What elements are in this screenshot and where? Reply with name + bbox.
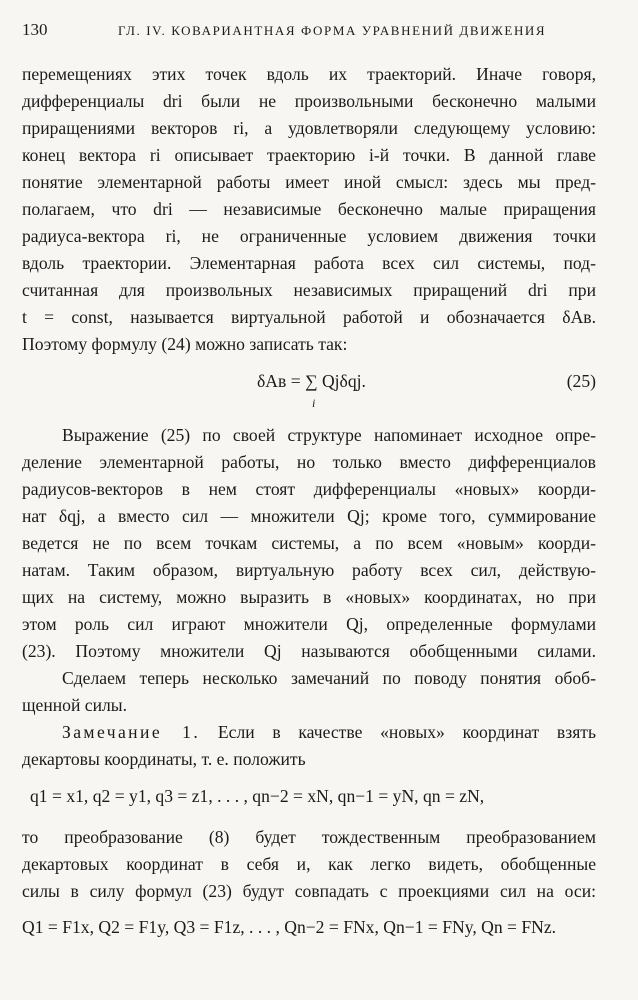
text-line: Выражение (25) по своей структуре напоминает исходное опре- [62,425,596,445]
text-line: полагаем, что dri — независимые бесконечно малые приращения [22,199,596,219]
remark-1-first-line [62,719,596,746]
text-line: считанная для произвольных независимых приращений dri при [22,280,596,300]
running-title: ГЛ. IV. КОВАРИАНТНАЯ ФОРМА УРАВНЕНИЙ ДВИЖЕНИЯ [118,23,547,38]
text-line: Сделаем теперь несколько замечаний по поводу понятия обоб- [62,668,596,688]
formula-expression: δAв = ∑ Qjδqj. [257,371,366,391]
formula-expression: q1 = x1, q2 = y1, q3 = z1, . . . , qn−2 = xN, qn−1 = yN, qn = zN, [30,786,485,806]
formula-expression: Q1 = F1x, Q2 = F1y, Q3 = F1z, . . . , Qn−2 = FNx, Qn−1 = FNy, Qn = FNz. [22,917,557,937]
text-line: силы в силу формул (23) будут совпадать с проекциями сил на оси: [22,881,596,901]
sum-index: i [312,396,316,410]
text-line: натам. Таким образом, виртуальную работу всех сил, действую- [22,560,596,580]
text-line: нат δqj, а вместо сил — множители Qj; кроме того, суммирование [22,506,596,526]
text-line: (23). Поэтому множители Qj называются обобщенными силами. [22,641,596,661]
text-line: декартовых координат в себя и, как легко видеть, обобщенные [22,854,596,874]
text-line: декартовы координаты, т. е. положить [22,749,306,769]
remark-label: Замечание 1. [62,722,201,742]
formula-number: (25) [566,371,596,391]
text-line: t = const, называется виртуальной работой и обозначается δAв. [22,307,596,327]
text-line: конец вектора ri описывает траекторию i-й точки. В данной главе [22,145,596,165]
text-line: деление элементарной работы, но только вместо дифференциалов [22,452,596,472]
text-line: ведется не по всем точкам системы, а по всем «новым» коорди- [22,533,596,553]
text-fragment: Если в качестве «новых» координат взять [200,722,596,742]
text-line: понятие элементарной работы имеет иной смысл: здесь мы пред- [22,172,596,192]
page-number: 130 [22,20,48,39]
text-line: вдоль траектории. Элементарная работа всех сил системы, под- [22,253,596,273]
text-line: то преобразование (8) будет тождественным преобразованием [22,827,596,847]
text-line: дифференциалы dri были не произвольными бесконечно малыми [22,91,596,111]
text-line: приращениями векторов ri, а удовлетворяли следующему условию: [22,118,596,138]
page-header [22,20,616,44]
text-line: щих на систему, можно выразить в «новых» координатах, но при [22,587,596,607]
text-line: этом роль сил играют множители Qj, определенные формулами [22,614,596,634]
text-line: щенной силы. [22,695,128,715]
text-line: Поэтому формулу (24) можно записать так: [22,334,348,354]
text-line: радиуса-вектора ri, не ограниченные условием движения точки [22,226,596,246]
text-line: перемещениях этих точек вдоль их траекторий. Иначе говоря, [22,64,596,84]
text-line [22,988,596,992]
text-line: радиусов-векторов в нем стоят дифференциалы «новых» коорди- [22,479,596,499]
